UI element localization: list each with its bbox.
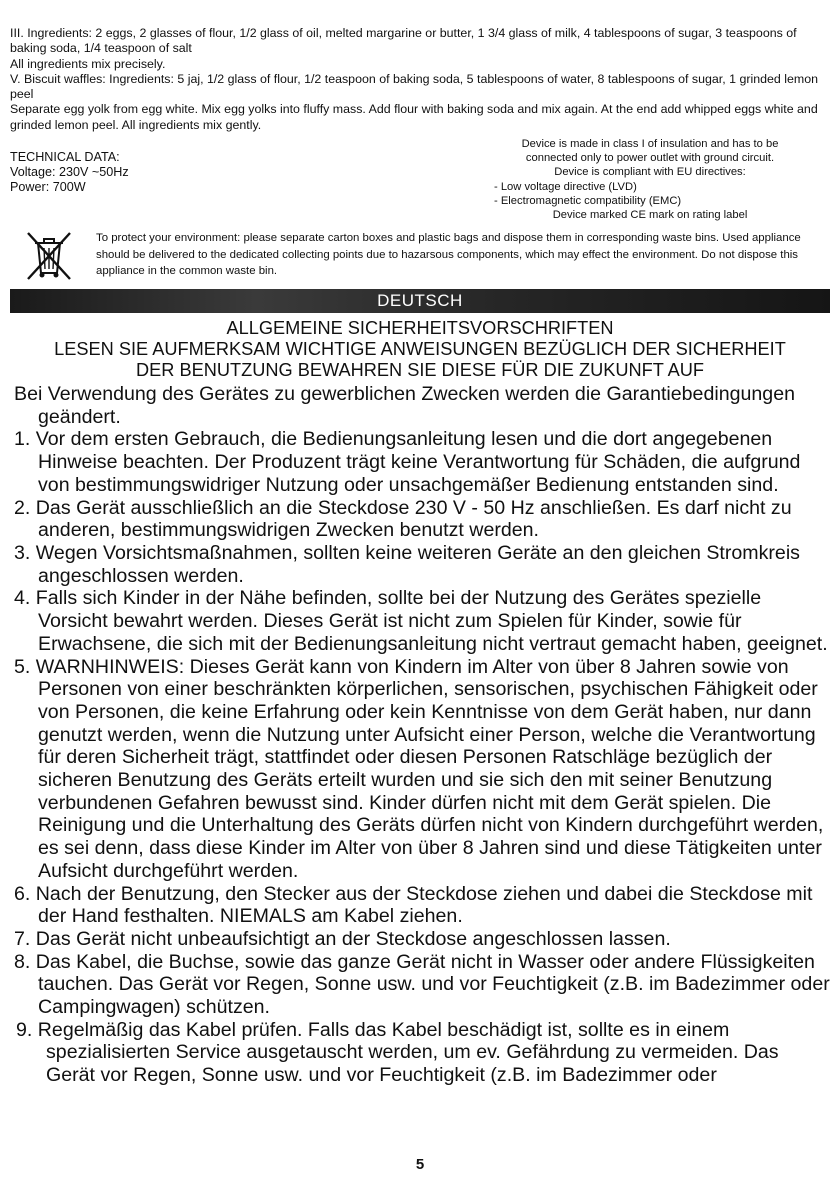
english-recipes (10, 26, 830, 133)
instruction-8: 8. Das Kabel, die Buchse, sowie das ganze Gerät nicht in Wasser oder andere Flüssigkeiten tauchen. Das Gerät vor Regen, Sonne usw. und vor Feuchtigkeit (z.B. im Badezimmer oder Campingwagen) schützen. (14, 950, 830, 1019)
manual-page (10, 26, 830, 1087)
safety-subtitle-1: LESEN SIE AUFMERKSAM WICHTIGE ANWEISUNGEN BEZÜGLICH DER SICHERHEIT (54, 339, 786, 360)
technical-data (10, 150, 129, 195)
instruction-9: 9. Regelmäßig das Kabel prüfen. Falls das Kabel beschädigt ist, sollte es in einem spezialisierten Service ausgetauscht werden, um ev. Gefährdung zu vermeiden. Das Gerät vor Regen, Sonne usw. und vor Feuchtigkeit (z.B. im Badezimmer oder (16, 1018, 779, 1087)
crossed-bin-icon (24, 229, 74, 283)
instruction-2: 2. Das Gerät ausschließlich an die Steckdose 230 V - 50 Hz anschließen. Es darf nicht zu anderen, bestimmungswidrigen Zwecken benutzt werden. (14, 496, 792, 542)
page-number: 5 (415, 1156, 425, 1173)
safety-instructions (10, 383, 830, 1087)
directives: Device is compliant with EU directives: (554, 166, 746, 179)
intro: Bei Verwendung des Gerätes zu gewerblichen Zwecken werden die Garantiebedingungen geändert. (14, 383, 795, 428)
instruction-1: 1. Vor dem ersten Gebrauch, die Bedienungsanleitung lesen und die dort angegebenen Hinweise beachten. Der Produzent trägt keine Verantwortung für Schäden, die aufgrund von bestimmungswidriger Nutzung oder unsachgemäßer Bedienung entstanden sind. (14, 428, 801, 496)
safety-subtitle-2: DER BENUTZUNG BEWAHREN SIE DIESE FÜR DIE ZUKUNFT AUF (136, 360, 704, 381)
recipe-5: V. Biscuit waffles: Ingredients: 5 jaj, 1/2 glass of flour, 1/2 teaspoon of baking soda, 5 tablespoons of water, 8 tablespoons of sugar, 1 grinded lemon peel (10, 71, 818, 102)
environment-notice (10, 229, 830, 289)
recipe-3-note: All ingredients mix precisely. (10, 56, 166, 71)
safety-heading (10, 318, 830, 381)
lvd: - Low voltage directive (LVD) (494, 180, 637, 193)
emc: - Electromagnetic compatibility (EMC) (494, 194, 682, 207)
voltage: Voltage: 230V ~50Hz (10, 165, 129, 180)
instruction-6: 6. Nach der Benutzung, den Stecker aus der Steckdose ziehen und dabei die Steckdose mit der Hand festhalten. NIEMALS am Kabel ziehen. (14, 882, 813, 928)
recipe-3: III. Ingredients: 2 eggs, 2 glasses of flour, 1/2 glass of oil, melted margarine or butter, 1 3/4 glass of milk, 4 tablespoons of sugar, 3 teaspoons of baking soda, 1/4 teaspoon of salt (10, 26, 797, 56)
compliance-info (480, 137, 820, 222)
insulation-line-1: Device is made in class I of insulation and has to be (521, 138, 779, 151)
instruction-7: 7. Das Gerät nicht unbeaufsichtigt an der Steckdose angeschlossen lassen. (14, 927, 671, 950)
technical-title: TECHNICAL DATA: (10, 150, 120, 165)
recipe-5-method: Separate egg yolk from egg white. Mix egg yolks into fluffy mass. Add flour with baking soda and mix again. At the end add whipped eggs white and grinded lemon peel. All ingredients mix gently. (10, 102, 818, 132)
instruction-3: 3. Wegen Vorsichtsmaßnahmen, sollten keine weiteren Geräte an den gleichen Stromkreis angeschlossen werden. (14, 542, 800, 587)
instruction-5: 5. WARNHINWEIS: Dieses Gerät kann von Kindern im Alter von über 8 Jahren sowie von Personen von einer beschränkten körperlichen, sensorischen, psychischen Fähigkeit oder von Personen, die keine Erfahrung oder kein Kenntnisse von dem Gerät haben, nur dann genutzt werden, wenn die Nutzung unter Aufsicht einer Person, welche die Verantwortung für deren Sicherheit trägt, stattfindet oder diesen Personen Ratschläge bezüglich der sicheren Benutzung des Geräts erteilt wurden und sie sich den mit seiner Benutzung verbundenen Gefahren bewusst sind. Kinder dürfen nicht mit dem Gerät spielen. Die Reinigung und die Unterhaltung des Geräts dürfen nicht von Kindern durchgeführt werden, es sei denn, dass diese Kinder im Alter von über 8 Jahren sind und diese Tätigkeiten unter Aufsicht durchgeführt werden. (14, 655, 824, 882)
insulation-line-2: connected only to power outlet with ground circuit. (525, 152, 775, 165)
environment-text: To protect your environment: please separate carton boxes and plastic bags and dispose them in corresponding waste bins. Used appliance should be delivered to the dedicated collecting points due to hazarsous components, which may effect the environment. Do not dispose this appliance in the common waste bin. (96, 232, 801, 278)
power: Power: 700W (10, 180, 86, 195)
safety-title: ALLGEMEINE SICHERHEITSVORSCHRIFTEN (226, 318, 614, 339)
technical-data-section (10, 137, 830, 229)
language-bar-deutsch: DEUTSCH (10, 289, 830, 313)
instruction-4: 4. Falls sich Kinder in der Nähe befinden, sollte bei der Nutzung des Gerätes spezielle Vorsicht bewahrt werden. Dieses Gerät ist nicht zum Spielen für Kinder, sowie für Erwachsene, die sich mit der Bedienungsanleitung nicht vertraut gemacht haben, geeignet. (14, 587, 828, 655)
ce-mark: Device marked CE mark on rating label (552, 209, 748, 222)
